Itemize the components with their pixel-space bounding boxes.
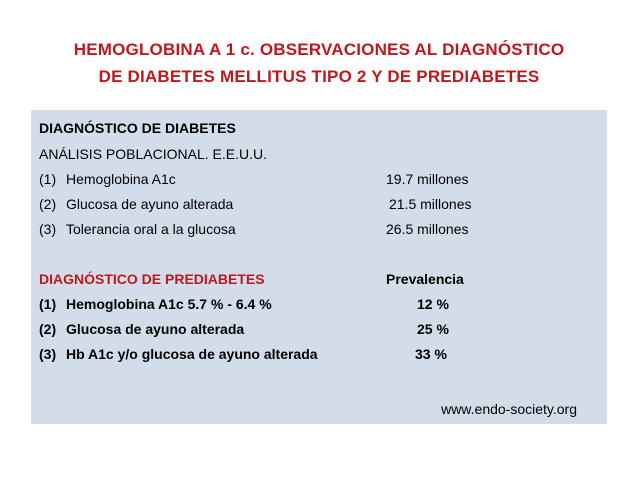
diabetes-item-1-label: Hemoglobina A1c [66,171,176,187]
title-line-2: DE DIABETES MELLITUS TIPO 2 Y DE PREDIABETES [98,67,540,86]
prediabetes-item-1 [39,295,272,313]
diabetes-item-1 [39,170,176,188]
diabetes-item-3-value: 26.5 millones [386,221,469,237]
prediabetes-item-2-number: (2) [39,321,57,337]
prediabetes-item-2 [39,320,244,338]
prediabetes-item-3 [39,345,318,363]
prediabetes-heading: DIAGNÓSTICO DE PREDIABETES [39,271,265,287]
slide-title [0,36,638,90]
prediabetes-item-1-label: Hemoglobina A1c 5.7 % - 6.4 % [66,296,272,312]
diabetes-item-2-number: (2) [39,196,57,212]
diabetes-heading: DIAGNÓSTICO DE DIABETES [39,120,236,136]
prediabetes-item-3-value: 33 % [415,346,447,362]
diabetes-item-1-number: (1) [39,171,57,187]
prediabetes-item-1-number: (1) [39,296,57,312]
title-line-1: HEMOGLOBINA A 1 c. OBSERVACIONES AL DIAGNÓSTICO [73,40,565,59]
diabetes-item-1-value: 19.7 millones [386,171,469,187]
diabetes-item-2-value: 21.5 millones [389,196,472,212]
diabetes-item-2-label: Glucosa de ayuno alterada [66,196,234,212]
diabetes-subheading: ANÁLISIS POBLACIONAL. E.E.U.U. [39,146,267,162]
diabetes-item-3-label: Tolerancia oral a la glucosa [66,221,236,237]
source-link: www.endo-society.org [441,401,577,417]
diabetes-item-2 [39,195,233,213]
prediabetes-item-3-number: (3) [39,346,57,362]
prediabetes-item-1-value: 12 % [417,296,449,312]
diabetes-item-3 [39,220,236,238]
prevalence-header: Prevalencia [386,271,464,287]
prediabetes-item-3-label: Hb A1c y/o glucosa de ayuno alterada [66,346,318,362]
content-panel [31,110,607,424]
prediabetes-item-2-label: Glucosa de ayuno alterada [66,321,245,337]
diabetes-item-3-number: (3) [39,221,57,237]
prediabetes-item-2-value: 25 % [417,321,449,337]
